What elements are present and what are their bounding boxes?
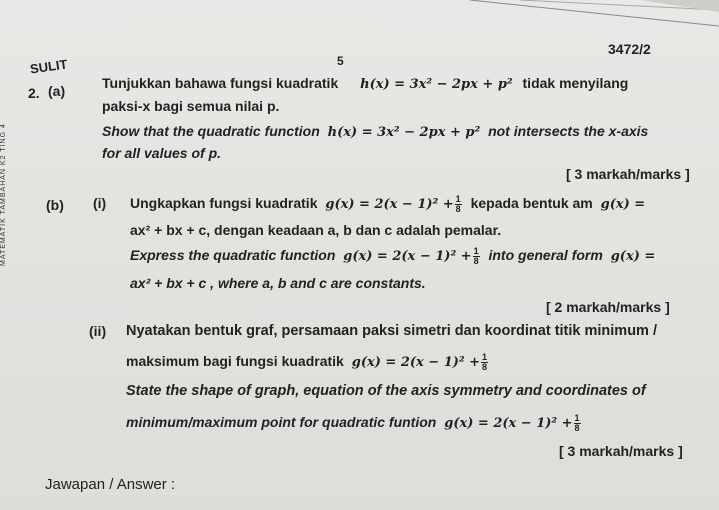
part-b-i-english-line1 bbox=[130, 246, 655, 266]
fraction-one-eighth: $\frac{1}{8}$ bbox=[574, 412, 580, 433]
part-a-malay-line1 bbox=[102, 74, 628, 94]
part-a-english-line2: for all values of p. bbox=[102, 145, 222, 161]
part-b-ii-malay-line2 bbox=[126, 352, 489, 372]
part-b-i-english-line2: ax² + bx + c , where a, b and c are constants. bbox=[130, 275, 426, 291]
part-b-ii-label: (ii) bbox=[89, 323, 107, 339]
part-a-english-function: h(x) = 3x² − 2px + p² bbox=[327, 125, 481, 140]
part-b-i-malay-text-mid: kepada bentuk am bbox=[470, 195, 593, 211]
part-b-i-marks: [ 2 markah/marks ] bbox=[546, 299, 670, 315]
question-number: 2. bbox=[28, 85, 40, 101]
part-b-ii-english-line1: State the shape of graph, equation of the axis symmetry and coordinates of bbox=[126, 383, 646, 399]
part-b-ii-malay-text: maksimum bagi fungsi kuadratik bbox=[126, 353, 344, 369]
part-b-i-english-text: Express the quadratic function bbox=[130, 247, 336, 263]
part-b-i-malay-function-end: g(x) = bbox=[600, 197, 646, 212]
part-b-ii-english-function: g(x) = 2(x − 1)² + bbox=[444, 416, 573, 431]
part-a-malay-text: Tunjukkan bahawa fungsi kuadratik bbox=[102, 75, 339, 91]
part-a-english-text-end: not intersects the x-axis bbox=[488, 123, 649, 139]
part-b-label: (b) bbox=[46, 197, 64, 213]
part-b-i-malay-text: Ungkapkan fungsi kuadratik bbox=[130, 195, 318, 211]
part-b-i-malay-line1 bbox=[130, 194, 645, 214]
part-a-english-line1 bbox=[102, 122, 648, 142]
answer-label: Jawapan / Answer : bbox=[45, 476, 176, 493]
part-b-ii-english-line2 bbox=[126, 413, 582, 433]
part-a-malay-line2: paksi-x bagi semua nilai p. bbox=[102, 98, 280, 114]
fraction-one-eighth: $\frac{1}{8}$ bbox=[482, 351, 488, 372]
fraction-one-eighth: $\frac{1}{8}$ bbox=[473, 245, 479, 266]
page-number: 5 bbox=[337, 54, 344, 68]
part-a-marks: [ 3 markah/marks ] bbox=[566, 166, 690, 182]
part-b-i-label: (i) bbox=[93, 195, 107, 211]
part-a-label: (a) bbox=[48, 83, 66, 99]
sulit-label: SULIT bbox=[29, 56, 69, 77]
fraction-one-eighth: $\frac{1}{8}$ bbox=[455, 193, 461, 214]
part-b-ii-marks: [ 3 markah/marks ] bbox=[559, 443, 683, 459]
spine-label: MATEMATIK TAMBAHAN K2 TING 4 bbox=[0, 123, 7, 267]
part-b-i-malay-function: g(x) = 2(x − 1)² + bbox=[325, 197, 454, 212]
part-b-ii-malay-function: g(x) = 2(x − 1)² + bbox=[351, 355, 481, 370]
part-b-i-malay-line2: ax² + bx + c, dengan keadaan a, b dan c adalah pemalar. bbox=[130, 222, 502, 238]
part-b-ii-malay-line1: Nyatakan bentuk graf, persamaan paksi simetri dan koordinat titik minimum / bbox=[126, 323, 658, 339]
part-a-malay-function: h(x) = 3x² − 2px + p² bbox=[360, 77, 513, 92]
paper-code: 3472/2 bbox=[608, 41, 651, 57]
part-b-i-english-text-mid: into general form bbox=[488, 247, 603, 263]
part-a-english-text: Show that the quadratic function bbox=[102, 123, 320, 139]
part-a-malay-text-end: tidak menyilang bbox=[522, 75, 629, 91]
part-b-ii-english-text: minimum/maximum point for quadratic funtion bbox=[126, 414, 437, 430]
part-b-i-english-function-end: g(x) = bbox=[610, 249, 656, 264]
part-b-i-english-function: g(x) = 2(x − 1)² + bbox=[343, 249, 472, 264]
